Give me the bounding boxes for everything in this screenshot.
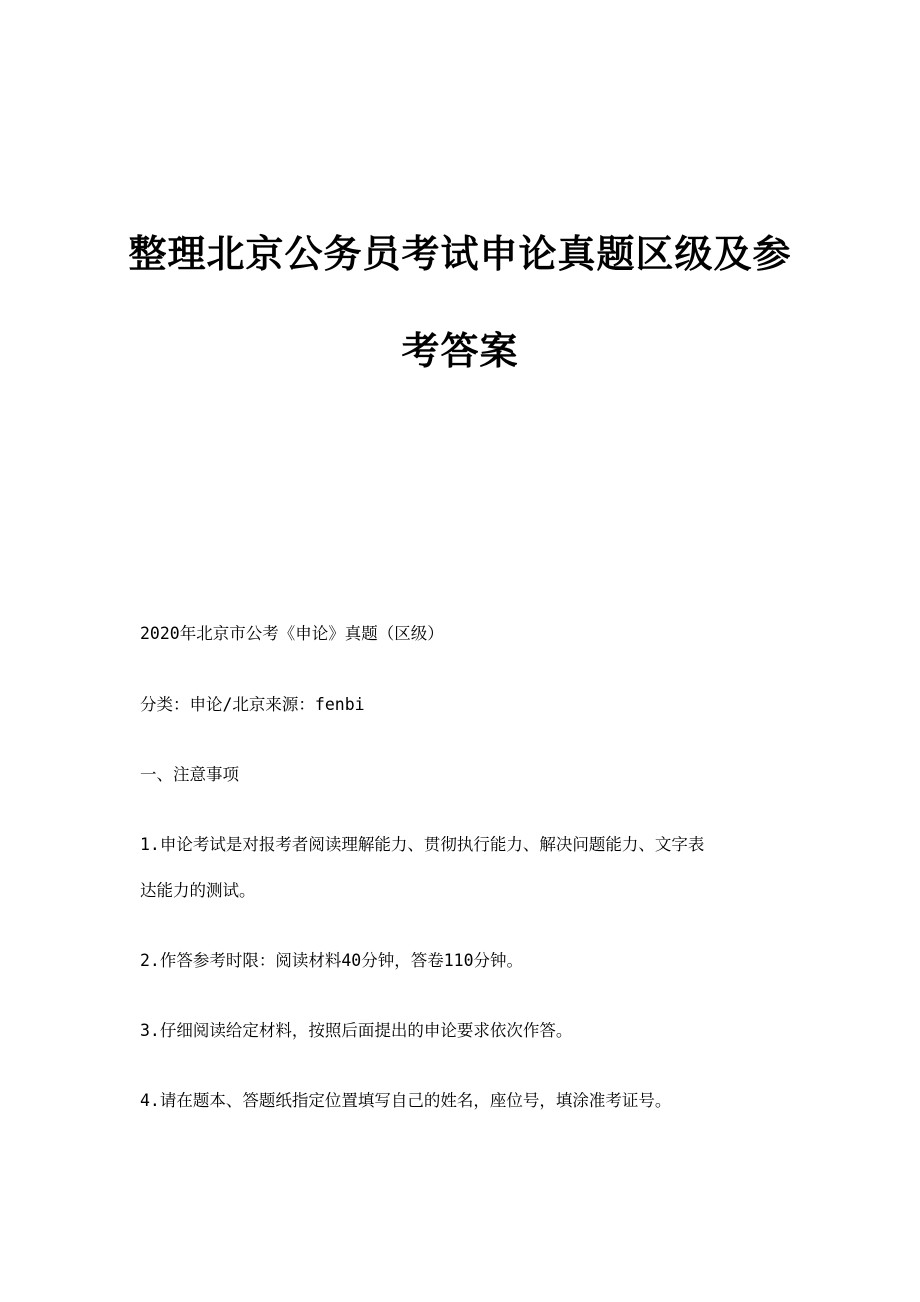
note-3: 3.仔细阅读给定材料，按照后面提出的申论要求依次作答。 [140,1021,573,1040]
note-1-line-2: 达能力的测试。 [140,881,256,900]
section-heading-notes: 一、注意事项 [140,765,239,784]
document-title-line-1: 整理北京公务员考试申论真题区级及参 [128,231,792,276]
note-2: 2.作答参考时限：阅读材料40分钟，答卷110分钟。 [140,951,524,970]
note-4: 4.请在题本、答题纸指定位置填写自己的姓名，座位号，填涂准考证号。 [140,1091,672,1110]
note-1-line-1: 1.申论考试是对报考者阅读理解能力、贯彻执行能力、解决问题能力、文字表 [140,835,705,854]
exam-heading: 2020年北京市公考《申论》真题（区级） [140,624,444,643]
document-title-line-2: 考答案 [401,328,519,373]
category-source-line: 分类：申论/北京来源：fenbi [140,695,365,714]
